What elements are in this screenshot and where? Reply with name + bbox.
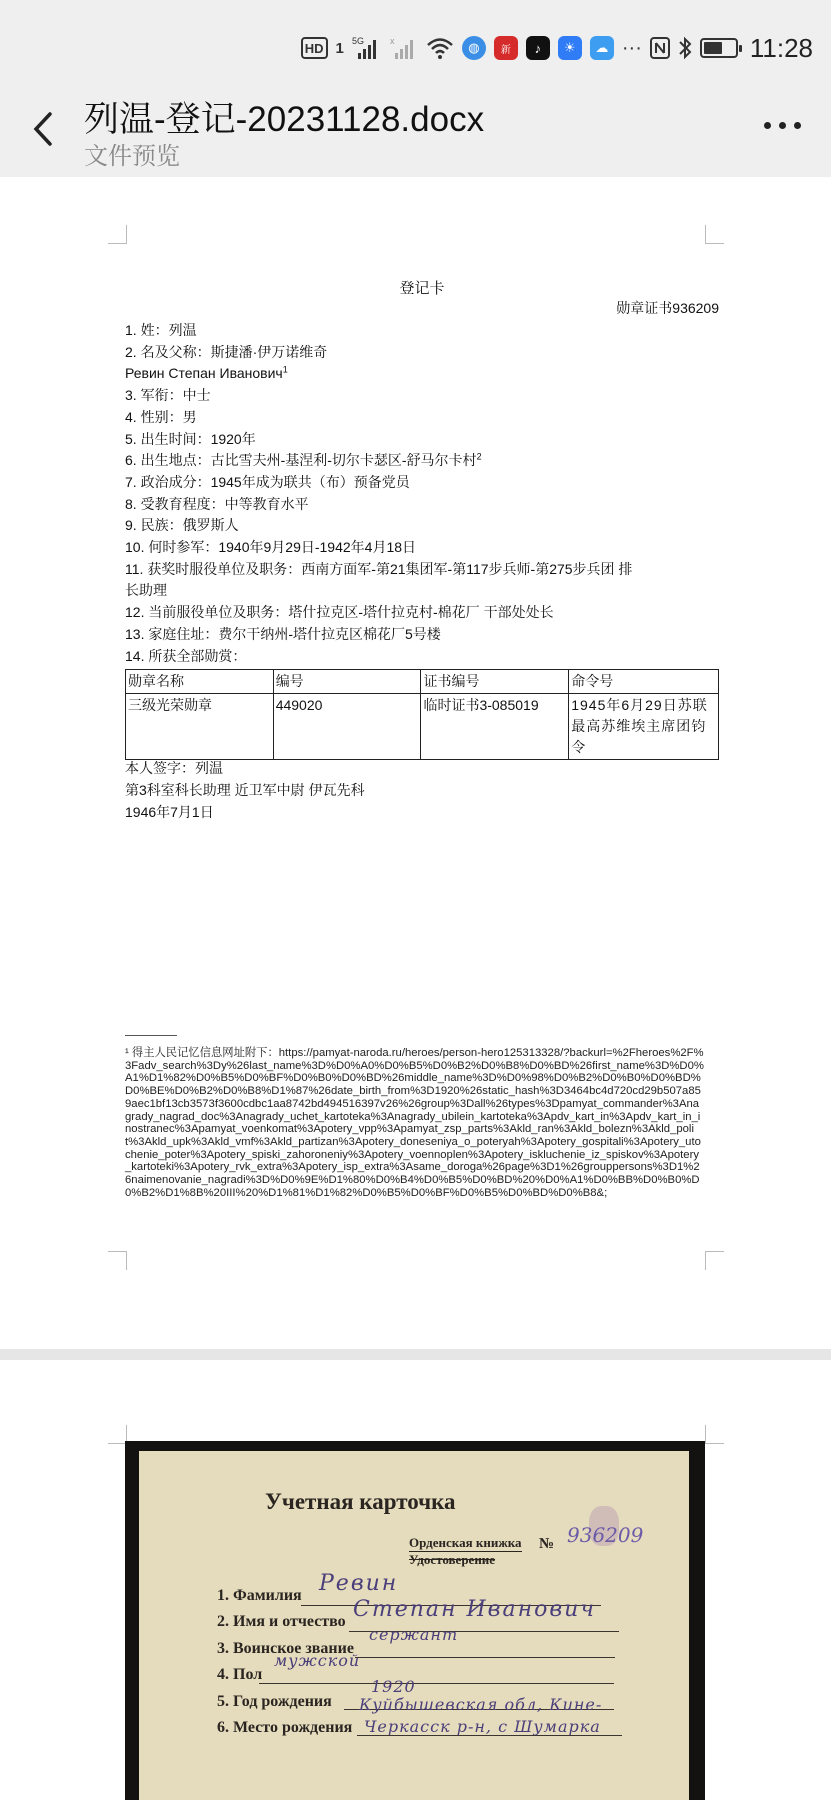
scan-order-book-label: Орденская книжка	[409, 1535, 522, 1550]
wifi-icon	[426, 35, 454, 61]
item-birth-year: 5. 出生时间：1920年	[125, 430, 256, 447]
hd-icon: HD	[301, 37, 328, 59]
chevron-left-icon	[26, 104, 66, 154]
more-dot-icon	[779, 122, 786, 129]
footnote-mark[interactable]: 1	[282, 364, 288, 375]
more-menu-button[interactable]	[764, 122, 801, 129]
crop-mark	[108, 1251, 127, 1270]
registration-items	[125, 320, 719, 667]
scan-row-value: мужской	[274, 1651, 361, 1670]
item-birth-place: 6. 出生地点：古比雪夫州-基涅利-切尔卡瑟区-舒马尔卡村$^2$	[125, 451, 482, 469]
item-russian-name: Ревин Степан Иванович$^1$	[125, 364, 288, 382]
file-title: 列温-登记-20231128.docx	[84, 100, 485, 139]
table-cell: 临时证书3-085019	[421, 694, 569, 760]
table-cell: 三级光荣勋章	[126, 694, 274, 760]
weather-app-icon: ☁	[590, 36, 614, 60]
scan-row-value: Черкасск р-н, с Шумарка	[364, 1717, 601, 1736]
item-award-unit: 11. 获奖时服役单位及职务：西南方面军-第21集团军-第117步兵师-第275步兵团 排	[125, 560, 633, 577]
scan-certificate-label: Удостоверение	[409, 1552, 496, 1567]
scan-row-label: 4. Пол	[217, 1666, 263, 1683]
table-cell: 449020	[273, 694, 421, 760]
tiktok-app-icon: ♪	[526, 36, 550, 60]
awards-table	[125, 669, 719, 760]
document-page-2	[0, 1360, 831, 1800]
table-cell: 1945年6月29日苏联最高苏维埃主席团钧令	[569, 694, 719, 760]
scan-row-value: Ревин	[319, 1571, 399, 1596]
scan-row-label: 1. Фамилия	[217, 1587, 302, 1604]
scan-order-book	[409, 1535, 522, 1568]
document-preview[interactable]	[0, 177, 831, 1800]
scan-row-label: 5. Год рождения	[217, 1693, 332, 1710]
item-education: 8. 受教育程度：中等教育水平	[125, 495, 309, 512]
bulb-app-icon: ☀	[558, 36, 582, 60]
nfc-icon	[650, 35, 670, 61]
scan-number-label: №	[539, 1536, 555, 1552]
signal-5g-icon	[352, 35, 382, 61]
scanned-card-paper	[139, 1451, 689, 1800]
table-header-cell: 勋章名称	[126, 670, 274, 694]
scan-number-handwritten: 936209	[567, 1523, 644, 1547]
signal-x-icon	[390, 35, 418, 61]
item-enlisted: 10. 何时参军：1940年9月29日-1942年4月18日	[125, 539, 417, 556]
bluetooth-icon	[678, 35, 692, 61]
item-awards-label: 14. 所获全部勋赏：	[125, 647, 247, 664]
table-row	[126, 694, 719, 760]
battery-icon	[700, 38, 738, 58]
more-dot-icon	[764, 122, 771, 129]
scan-underline	[259, 1683, 614, 1684]
item-name: 2. 名及父称：斯捷潘·伊万诺维奇	[125, 343, 328, 360]
status-bar	[0, 0, 831, 92]
scan-row-label: 3. Воинское звание	[217, 1640, 354, 1657]
footnote-mark[interactable]: 2	[476, 451, 482, 462]
item-address: 13. 家庭住址：费尔干纳州-塔什拉克区棉花厂5号楼	[125, 625, 441, 642]
signature-line: 本人签字：列温	[125, 760, 223, 776]
more-dot-icon	[794, 122, 801, 129]
item-party: 7. 政治成分：1945年成为联共（布）预备党员	[125, 473, 410, 490]
item-nationality: 9. 民族：俄罗斯人	[125, 517, 239, 534]
scan-row-value: Куйбышевская обл, Кине-	[359, 1695, 603, 1714]
scanned-card-image	[125, 1441, 705, 1800]
scan-row-value: сержант	[369, 1625, 459, 1644]
footnote-url: ¹ 得主人民记忆信息网址附下：https://pamyat-naroda.ru/heroes/person-hero125313328/?backurl=%2Fheroes%2F%3Fadv_search%3Dy%26last_name%3D%D0%A0%D0%B5%D0%B2%D0%B8%D0%BD%26first_name%3D%D0%A1%D1%82%D0%B5%D0%BF%D0%B0%D0%BD%26middle_name%3D%D0%98%D0%B2%D0%B0%D0%BD%D0%BE%D0%B2%D0%B8%D1%87%26date_birth_from%3D1920%26static_hash%3D3464bc4d720cd29b507a859aec1bf13cb3573f3600cdbc1aa8742bd494516397v26%26group%3Dall%26types%3Dpamyat_commander%3Anagrady_nagrad_doc%3Anagrady_uchet_kartoteka%3Anagrady_ubilein_kartoteka%3Apdv_kart_in%3Apdv_kart_in_inostranec%3Apamyat_voenkomat%3Apotery_vpp%3Apamyat_zsp_parts%3Akld_ran%3Akld_bolezn%3Akld_polit%3Akld_upk%3Akld_vmf%3Akld_partizan%3Apotery_doneseniya_o_poteryah%3Apotery_gospitali%3Apotery_utochenie_poter%3Apotery_spiski_zahoroneniy%3Apotery_voennoplen%3Apotery_iskluchenie_iz_spiskov%3Apotery_kartoteki%3Apotery_rvk_extra%3Apotery_isp_extra%3Asame_doroga%26page%3D1%26grouppersons%3D1%26naimenovanie_nagradi%3D%D0%9E%D1%80%D0%B4%D0%B5%D0%BD%20%D0%A1%D0%BB%D0%B0%D0%B2%D1%8B%20III%20%D1%81%D1%82%D0%B5%D0%BF%D0%B5%D0%BD%D0%B8&;	[125, 1047, 704, 1199]
svg-text:x: x	[389, 36, 395, 46]
document-body	[125, 177, 719, 1037]
scan-row-label: 2. Имя и отчество	[217, 1613, 346, 1630]
table-header-cell: 编号	[273, 670, 421, 694]
signature-block	[125, 757, 365, 823]
scan-underline	[357, 1735, 622, 1736]
document-page-1	[0, 177, 831, 1349]
signature-line: 第3科室科长助理 近卫军中尉 伊瓦先科	[125, 782, 365, 798]
scan-underline	[355, 1657, 615, 1658]
table-header-row	[126, 670, 719, 694]
more-dots-icon: ···	[621, 36, 642, 59]
item-surname: 1. 姓：列温	[125, 322, 197, 338]
news-app-icon: 新	[494, 36, 518, 60]
globe-app-icon: ◍	[462, 36, 486, 60]
scan-row-value: 1920	[371, 1677, 416, 1696]
back-button[interactable]	[26, 104, 66, 154]
sim-icon: 1	[335, 39, 344, 57]
crop-mark	[705, 1251, 724, 1270]
clock: 11:28	[749, 32, 813, 63]
certificate-number: 勋章证书936209	[616, 300, 719, 316]
status-icons	[301, 28, 813, 68]
item-award-unit-cont: 长助理	[125, 582, 167, 599]
table-header-cell: 命令号	[569, 670, 719, 694]
scan-title: Учетная карточка	[265, 1489, 456, 1514]
crop-mark	[705, 1425, 724, 1444]
item-sex: 4. 性别：男	[125, 408, 197, 425]
app-header	[0, 92, 831, 177]
file-subtitle: 文件预览	[84, 143, 180, 170]
item-rank: 3. 军衔：中士	[125, 387, 211, 404]
scan-row-label: 6. Место рождения	[217, 1719, 353, 1736]
item-current-unit: 12. 当前服役单位及职务：塔什拉克区-塔什拉克村-棉花厂 干部处处长	[125, 604, 554, 621]
scan-row-value: Степан Иванович	[353, 1597, 596, 1622]
signature-date: 1946年7月1日	[125, 804, 214, 820]
svg-text:5G: 5G	[351, 36, 364, 46]
footnote-separator	[125, 1035, 177, 1036]
table-header-cell: 证书编号	[421, 670, 569, 694]
card-title: 登记卡	[399, 280, 445, 297]
